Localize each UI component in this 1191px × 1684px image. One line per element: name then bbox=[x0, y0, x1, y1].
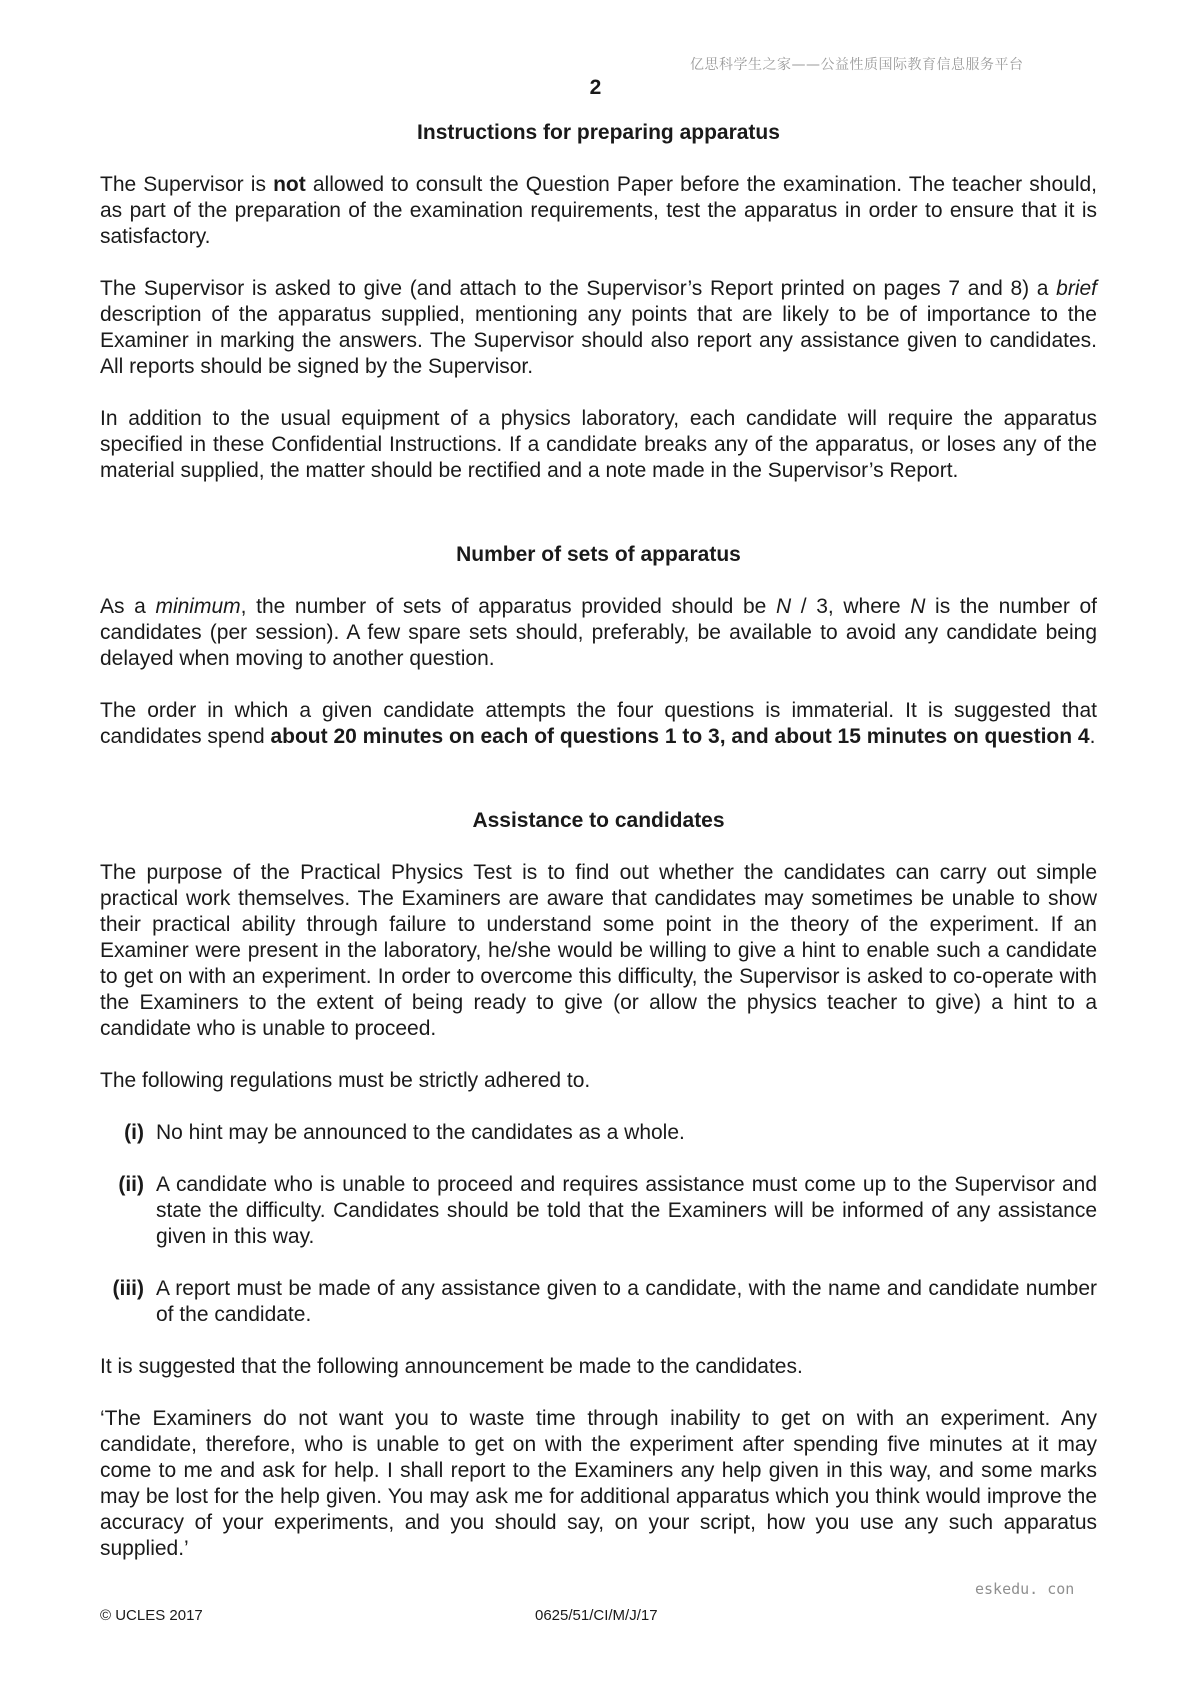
paragraph-question-order: The order in which a given candidate attempts the four questions is immaterial. It is suggested that candidates spend about 20 minutes on each of questions 1 to 3, and about 15 minutes on question 4. bbox=[100, 699, 1097, 748]
paragraph-usual-equipment: In addition to the usual equipment of a physics laboratory, each candidate will require the apparatus specified in these Confidential Instructions. If a candidate breaks any of the apparatus, or loses any of the material supplied, the matter should be rectified and a note made in the Supervisor’s Report. bbox=[100, 407, 1097, 482]
regulation-item bbox=[100, 1276, 1097, 1328]
paragraph-minimum-sets: As a minimum, the number of sets of apparatus provided should be N / 3, where N is the number of candidates (per session). A few spare sets should, preferably, be available to avoid any candidate being delayed when moving to another question. bbox=[100, 595, 1098, 670]
regulation-text: A report must be made of any assistance given to a candidate, with the name and candidate number of the candidate. bbox=[156, 1277, 1097, 1326]
footer-copyright: © UCLES 2017 bbox=[100, 1607, 203, 1624]
footer-watermark: eskedu. con bbox=[975, 1580, 1075, 1598]
regulation-label: (ii) bbox=[118, 1173, 144, 1196]
paragraph-purpose: The purpose of the Practical Physics Test is to find out whether the candidates can carry out simple practical work themselves. The Examiners are aware that candidates may sometimes be unable to show their practical ability through failure to understand some point in the theory of the experiment. If an Examiner were present in the laboratory, he/she would be willing to give a hint to enable such a candidate to get on with an experiment. In order to overcome this difficulty, the Supervisor is asked to co-operate with the Examiners to the extent of being ready to give (or allow the physics teacher to give) a hint to a candidate who is unable to proceed. bbox=[100, 861, 1097, 1040]
header-watermark: 亿思科学生之家——公益性质国际教育信息服务平台 bbox=[690, 57, 1024, 73]
heading-preparing-apparatus: Instructions for preparing apparatus bbox=[417, 121, 780, 144]
footer-paper-code: 0625/51/CI/M/J/17 bbox=[535, 1607, 658, 1624]
regulation-text: No hint may be announced to the candidates as a whole. bbox=[156, 1121, 685, 1144]
page-number: 2 bbox=[589, 76, 602, 99]
regulation-label: (i) bbox=[124, 1121, 144, 1144]
document-body bbox=[100, 120, 1097, 1562]
paragraph-regulations-intro: The following regulations must be strictly adhered to. bbox=[100, 1069, 591, 1092]
regulation-item bbox=[100, 1120, 1097, 1146]
regulation-text: A candidate who is unable to proceed and requires assistance must come up to the Supervisor and state the difficulty. Candidates should be told that the Examiners will be informed of any assistance given in this way. bbox=[156, 1173, 1097, 1248]
heading-number-of-sets: Number of sets of apparatus bbox=[456, 543, 741, 566]
paragraph-announcement-intro: It is suggested that the following announcement be made to the candidates. bbox=[100, 1355, 803, 1378]
regulation-label: (iii) bbox=[112, 1277, 144, 1300]
paragraph-supervisor-report: The Supervisor is asked to give (and attach to the Supervisor’s Report printed on pages 7 and 8) a brief description of the apparatus supplied, mentioning any points that are likely to be of importance to the Examiner in marking the answers. The Supervisor should also report any assistance given to candidates. All reports should be signed by the Supervisor. bbox=[100, 277, 1097, 378]
regulation-item bbox=[100, 1172, 1097, 1250]
paragraph-announcement: ‘The Examiners do not want you to waste time through inability to get on with an experiment. Any candidate, therefore, who is unable to get on with the experiment after spending five minutes at it may come to me and ask for help. I shall report to the Examiners any help given in this way, and some marks may be lost for the help given. You may ask me for additional apparatus which you think would improve the accuracy of your experiments, and you should say, on your script, how you use any such apparatus supplied.’ bbox=[100, 1407, 1097, 1560]
heading-assistance: Assistance to candidates bbox=[472, 809, 725, 832]
paragraph-supervisor-not-allowed: The Supervisor is not allowed to consult the Question Paper before the examination. The teacher should, as part of the preparation of the examination requirements, test the apparatus in order to ensure that it is satisfactory. bbox=[100, 173, 1098, 248]
